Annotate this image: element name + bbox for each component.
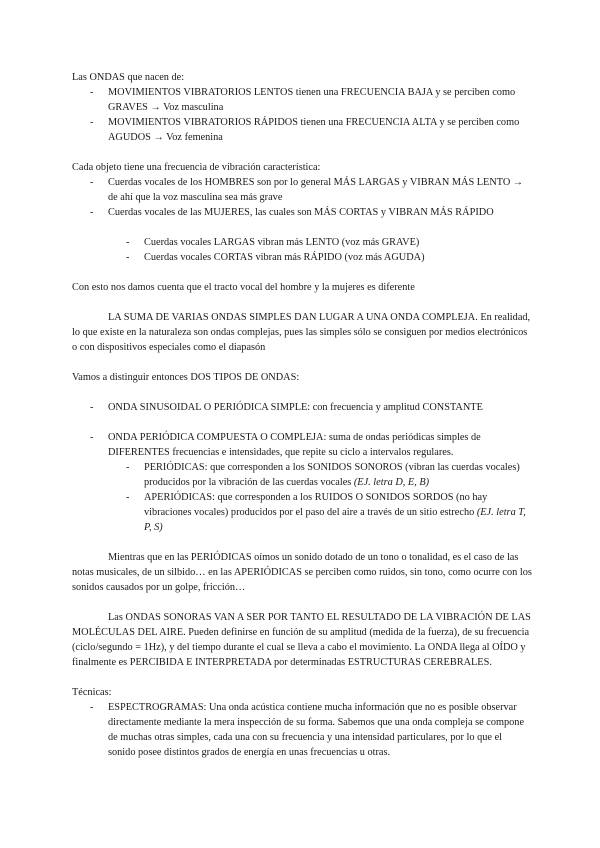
list-item: - MOVIMIENTOS VIBRATORIOS LENTOS tienen una FRECUENCIA BAJA y se perciben como GRAVES → Voz masculina <box>72 85 532 115</box>
document-page <box>72 70 532 760</box>
periodicas-paragraph: Mientras que en las PERIÓDICAS oímos un sonido dotado de un tono o tonalidad, es el caso de las notas musicales, de un silbido… en las APERIÓDICAS se perciben como ruidos, sin tono, como ocurre con los sonidos causados por un golpe, fricción… <box>72 552 532 593</box>
list-item: - Cuerdas vocales de los HOMBRES son por lo general MÁS LARGAS y VIBRAN MÁS LENTO → de ahí que la voz masculina sea más grave <box>72 175 532 205</box>
frecuencia-intro: Cada objeto tiene una frecuencia de vibración característica: <box>72 162 321 173</box>
list-item: - ONDA PERIÓDICA COMPUESTA O COMPLEJA: suma de ondas periódicas simples de DIFERENTES frecuencias e intensidades, que repite su ciclo a intervalos regulares. <box>72 430 532 460</box>
list-item: - ONDA SINUSOIDAL O PERIÓDICA SIMPLE: con frecuencia y amplitud CONSTANTE <box>72 400 532 415</box>
tecnicas-heading: Técnicas: <box>72 687 112 698</box>
tracto-vocal-paragraph: Con esto nos damos cuenta que el tracto vocal del hombre y la mujeres es diferente <box>72 282 415 293</box>
sub-item-text: APERIÓDICAS: que corresponden a los RUIDOS O SONIDOS SORDOS (no hay vibraciones vocales) producidos por el paso del aire a través de un sitio estrecho <box>144 492 488 518</box>
onda-compleja-paragraph: LA SUMA DE VARIAS ONDAS SIMPLES DAN LUGAR A UNA ONDA COMPLEJA. En realidad, lo que existe en la naturaleza son ondas complejas, pues las simples sólo se consiguen por medios electrónicos o con dispositivos especiales como el diapasón <box>72 312 531 353</box>
list-item: - Cuerdas vocales de las MUJERES, las cuales son MÁS CORTAS y VIBRAN MÁS RÁPIDO <box>72 205 532 220</box>
tipos-ondas-intro: Vamos a distinguir entonces DOS TIPOS DE ONDAS: <box>72 372 300 383</box>
ondas-intro: Las ONDAS que nacen de: <box>72 72 185 83</box>
sub-list-item <box>72 460 532 490</box>
sub-item-example: (EJ. letra D, E, B) <box>353 477 430 488</box>
sub-list-item <box>72 490 532 535</box>
list-item: - MOVIMIENTOS VIBRATORIOS RÁPIDOS tienen una FRECUENCIA ALTA y se perciben como AGUDOS → Voz femenina <box>72 115 532 145</box>
ondas-sonoras-paragraph: Las ONDAS SONORAS VAN A SER POR TANTO EL RESULTADO DE LA VIBRACIÓN DE LAS MOLÉCULAS DEL AIRE. Pueden definirse en función de su amplitud (medida de la fuerza), de su frecuencia (ciclo/segundo = 1Hz), y del tiempo durante el cual se lleva a cabo el movimiento. La ONDA llega al OÍDO y finalmente es PERCIBIDA E INTERPRETADA por determinadas ESTRUCTURAS CEREBRALES. <box>72 612 531 668</box>
sub-list-item: - Cuerdas vocales CORTAS vibran más RÁPIDO (voz más AGUDA) <box>72 250 532 265</box>
sub-list-item: - Cuerdas vocales LARGAS vibran más LENTO (voz más GRAVE) <box>72 235 532 250</box>
sub-item-example: (EJ. letra T, P, S) <box>144 507 526 533</box>
list-item: - ESPECTROGRAMAS: Una onda acústica contiene mucha información que no es posible observar directamente mediante la mera inspección de su forma. Sabemos que una onda compleja se compone de muchas otras simples, cada una con su frecuencia y una intensidad particulares, por lo que el sonido posee distintos grados de energía en unas frecuencias u otras. <box>72 700 532 760</box>
sub-item-text: PERIÓDICAS: que corresponden a los SONIDOS SONOROS (vibran las cuerdas vocales) producidos por la vibración de las cuerdas vocales <box>144 462 520 488</box>
